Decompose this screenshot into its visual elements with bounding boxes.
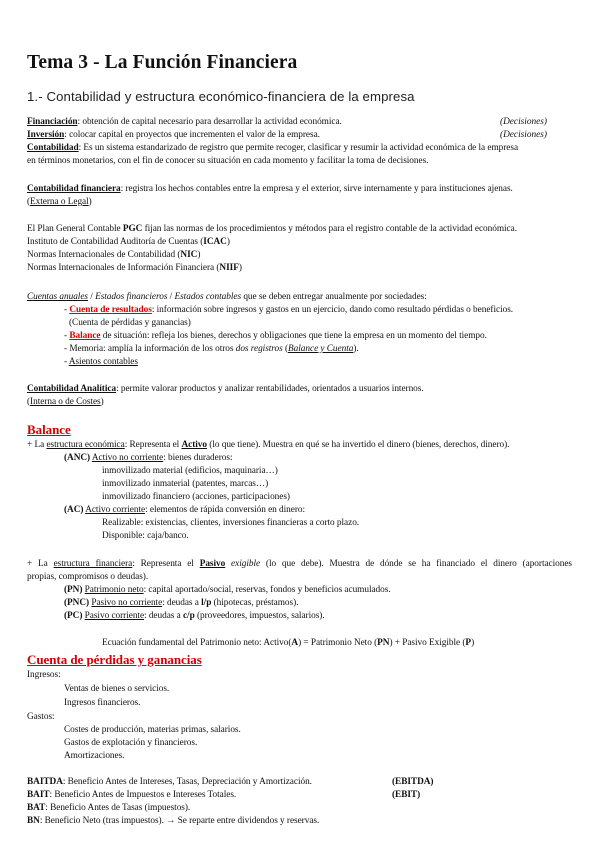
pasivo-post: (lo que debe). Muestra de dónde se ha financiado el dinero (aportaciones (260, 559, 572, 569)
text-inversion: : colocar capital en proyectos que incrementen el valor de la empresa. (64, 130, 320, 140)
page-title: Tema 3 - La Función Financiera (27, 52, 298, 73)
tag-ebitda: (EBITDA) (392, 777, 434, 787)
text-cont-analitica: : permite valorar productos y analizar rentabilidades, orientados a usuarios internos. (116, 384, 424, 394)
ingresos-item: Ingresos financieros. (64, 698, 141, 708)
icac-pre: Instituto de Contabilidad Auditoría de Cuentas ( (27, 237, 204, 247)
text-financiacion: : obtención de capital necesario para desarrollar la actividad económica. (77, 117, 342, 127)
item-memoria (64, 343, 359, 355)
anc-line (64, 452, 232, 464)
activo-word: Activo (181, 440, 207, 450)
memoria-balance-cuenta: Balance y Cuenta (288, 344, 354, 354)
estados-financieros: Estados financieros (95, 292, 168, 302)
paren-open: ( (27, 197, 31, 207)
activo-pre: + La (27, 440, 47, 450)
nic-post: ) (197, 250, 201, 260)
balance-heading: Balance (27, 422, 71, 437)
pn-text: : capital aportado/social, reservas, fondos y beneficios acumulados. (143, 585, 391, 595)
pn-term: Patrimonio neto (84, 585, 144, 595)
pgc-abbr: PGC (122, 224, 143, 234)
pgc-line (27, 223, 517, 235)
sep-2: / (167, 292, 175, 302)
item-cuenta-resultados (64, 304, 513, 316)
pc-line (64, 610, 325, 622)
paren-open: ( (27, 397, 31, 407)
ecuacion-a: A (291, 638, 299, 648)
ecuacion-mid1: ) = Patrimonio Neto ( (298, 638, 378, 648)
pasivo-line-2: propias, compromisos o deudas). (27, 572, 149, 582)
ac-item: Disponible: caja/banco. (102, 531, 189, 541)
icac-line (27, 236, 230, 248)
gastos-item: Gastos de explotación y financieros. (64, 738, 198, 748)
paren-close: ) (88, 197, 92, 207)
text-contabilidad-2: en términos monetarios, con el fin de conocer su situación en cada momento y facilitar la toma de decisiones. (27, 156, 429, 166)
memoria-italic: dos registros (235, 344, 283, 354)
item-asientos (64, 356, 138, 368)
ecuacion-pre: Ecuación fundamental del Patrimonio neto: Activo( (102, 638, 292, 648)
pc-cp: c/p (182, 611, 195, 621)
term-contabilidad: Contabilidad (27, 143, 79, 153)
def-inversion (27, 129, 320, 141)
gastos-item: Costes de producción, materias primas, salarios. (64, 725, 241, 735)
cont-financiera (27, 183, 513, 195)
nic-abbr: NIC (180, 250, 198, 260)
abbr-bn: BN (27, 816, 40, 826)
note-externa-legal: Externa o Legal (30, 197, 89, 207)
memoria-open: ( (282, 344, 289, 354)
text-baitda: : Beneficio Antes de Intereses, Tasas, Depreciación y Amortización. (62, 777, 312, 787)
memoria-close: ). (353, 344, 359, 354)
cuentas-anuales: Cuentas anuales (27, 292, 88, 302)
ac-item: Realizable: existencias, clientes, inversiones financieras a corto plazo. (102, 518, 360, 528)
text-bait: : Beneficio Antes de Impuestos e Intereses Totales. (49, 790, 237, 800)
def-financiacion (27, 116, 342, 128)
def-contabilidad (27, 142, 518, 154)
pc-abbr: (PC) (64, 611, 83, 621)
abbr-bat: BAT (27, 803, 46, 813)
text-contabilidad-1: : Es un sistema estandarizado de registro que permite recoger, clasificar y resumir la actividad económica de la empresa (78, 143, 519, 153)
ac-term: Activo corriente (85, 505, 146, 515)
pasivo-line-1 (27, 558, 572, 570)
gastos-label: Gastos: (27, 712, 55, 722)
icac-abbr: ICAC (203, 237, 227, 247)
text-cuenta-resultados: : información sobre ingresos y gastos en un ejercicio, dando como resultado pérdidas o beneficios. (151, 305, 514, 315)
section-subtitle: 1.- Contabilidad y estructura económico-financiera de la empresa (27, 89, 415, 104)
ecuacion-pn: PN (377, 638, 390, 648)
ac-text: : elementos de rápida conversión en dinero: (145, 505, 306, 515)
note-interna-costes: Interna o de Costes (30, 397, 101, 407)
dash: - (64, 305, 68, 315)
pgc-post: fijan las normas de los procedimientos y métodos para el registro contable de la actividad económica. (142, 224, 517, 234)
resultado-baitda (27, 776, 312, 788)
ingresos-item: Ventas de bienes o servicios. (64, 684, 170, 694)
nic-pre: Normas Internacionales de Contabilidad ( (27, 250, 181, 260)
term-cont-financiera: Contabilidad financiera (27, 184, 121, 194)
icac-post: ) (226, 237, 230, 247)
memoria-pre: Memoria: amplía la información de los otros (69, 344, 236, 354)
ecuacion-post: ) (471, 638, 475, 648)
pnc-lp: l/p (201, 598, 212, 608)
dash: - (64, 331, 68, 341)
pnc-abbr: (PNC) (64, 598, 90, 608)
pasivo-word: Pasivo (199, 559, 226, 569)
ac-abbr: (AC) (64, 505, 84, 515)
term-cont-analitica: Contabilidad Analítica (27, 384, 117, 394)
estados-contables: Estados contables (174, 292, 242, 302)
estructura-financiera: estructura financiera (53, 559, 133, 569)
cuentas-intro (27, 291, 427, 303)
sep-1: / (87, 292, 96, 302)
niif-post: ) (238, 263, 242, 273)
dash: - (64, 357, 68, 367)
resultado-bn (27, 815, 319, 827)
note-cont-analitica (27, 396, 104, 408)
gastos-item: Amortizaciones. (64, 751, 125, 761)
pnc-line (64, 597, 298, 609)
resultado-bat (27, 802, 190, 814)
ac-line (64, 504, 305, 516)
pnc-post: (hipotecas, préstamos). (211, 598, 299, 608)
niif-pre: Normas Internacionales de Información Financiera ( (27, 263, 220, 273)
pc-post: (proveedores, impuestos, salarios). (194, 611, 325, 621)
ecuacion-mid2: ) + Pasivo Exigible ( (389, 638, 466, 648)
term-cuenta-resultados: Cuenta de resultados (69, 305, 152, 315)
pasivo-exigible: exigible (225, 559, 261, 569)
text-bn: : Beneficio Neto (tras impuestos). → Se reparte entre dividendos y reservas. (39, 816, 320, 826)
niif-line (27, 262, 242, 274)
item-balance (64, 330, 487, 342)
activo-line (27, 439, 509, 451)
abbr-baitda: BAITDA (27, 777, 63, 787)
pasivo-mid: : Representa el (132, 559, 200, 569)
paren-close: ) (100, 397, 104, 407)
ecuacion-fundamental (102, 637, 474, 649)
pc-pre: : deudas a (144, 611, 183, 621)
resultado-bait (27, 789, 236, 801)
anc-text: : bienes duraderos: (163, 453, 233, 463)
pgc-pre: El Plan General Contable (27, 224, 123, 234)
note-cuenta-resultados: (Cuenta de pérdidas y ganancias) (69, 318, 191, 328)
abbr-bait: BAIT (27, 790, 50, 800)
term-financiacion: Financiación (27, 117, 78, 127)
pnc-pre: : deudas a (162, 598, 202, 608)
tag-ebit: (EBIT) (392, 790, 421, 800)
pasivo-pre: + La (27, 559, 54, 569)
niif-abbr: NIIF (219, 263, 239, 273)
term-inversion: Inversión (27, 130, 65, 140)
pnc-term: Pasivo no corriente (91, 598, 163, 608)
anc-item: inmovilizado inmaterial (patentes, marcas…) (102, 479, 269, 489)
asientos-contables: Asientos contables (68, 357, 138, 367)
term-balance: Balance (69, 331, 101, 341)
ecuacion-p: P (465, 638, 472, 648)
note-cont-financiera (27, 196, 92, 208)
pn-abbr: (PN) (64, 585, 83, 595)
text-cont-financiera: : registra los hechos contables entre la empresa y el exterior, sirve internamente y para instituciones ajenas. (120, 184, 513, 194)
anc-item: inmovilizado material (edificios, maquinaria…) (102, 466, 278, 476)
anc-abbr: (ANC) (64, 453, 91, 463)
activo-mid: : Representa el (124, 440, 182, 450)
dash: - (64, 344, 68, 354)
pyg-heading: Cuenta de pérdidas y ganancias (27, 652, 202, 667)
estructura-economica: estructura económica (46, 440, 125, 450)
text-balance: de situación: refleja los bienes, derechos y obligaciones que tiene la empresa en un momento del tiempo. (100, 331, 487, 341)
decisiones-tag-1: (Decisiones) (500, 117, 547, 127)
nic-line (27, 249, 200, 261)
cuentas-intro-post: que se deben entregar anualmente por sociedades: (241, 292, 427, 302)
anc-term: Activo no corriente (91, 453, 164, 463)
activo-post: (lo que tiene). Muestra en qué se ha invertido el dinero (bienes, derechos, dinero). (207, 440, 510, 450)
text-bat: : Beneficio Antes de Tasas (impuestos). (45, 803, 191, 813)
decisiones-tag-2: (Decisiones) (500, 130, 547, 140)
cont-analitica (27, 383, 424, 395)
ingresos-label: Ingresos: (27, 670, 61, 680)
pc-term: Pasivo corriente (84, 611, 145, 621)
pn-line (64, 584, 391, 596)
anc-item: inmovilizado financiero (acciones, participaciones) (102, 492, 290, 502)
